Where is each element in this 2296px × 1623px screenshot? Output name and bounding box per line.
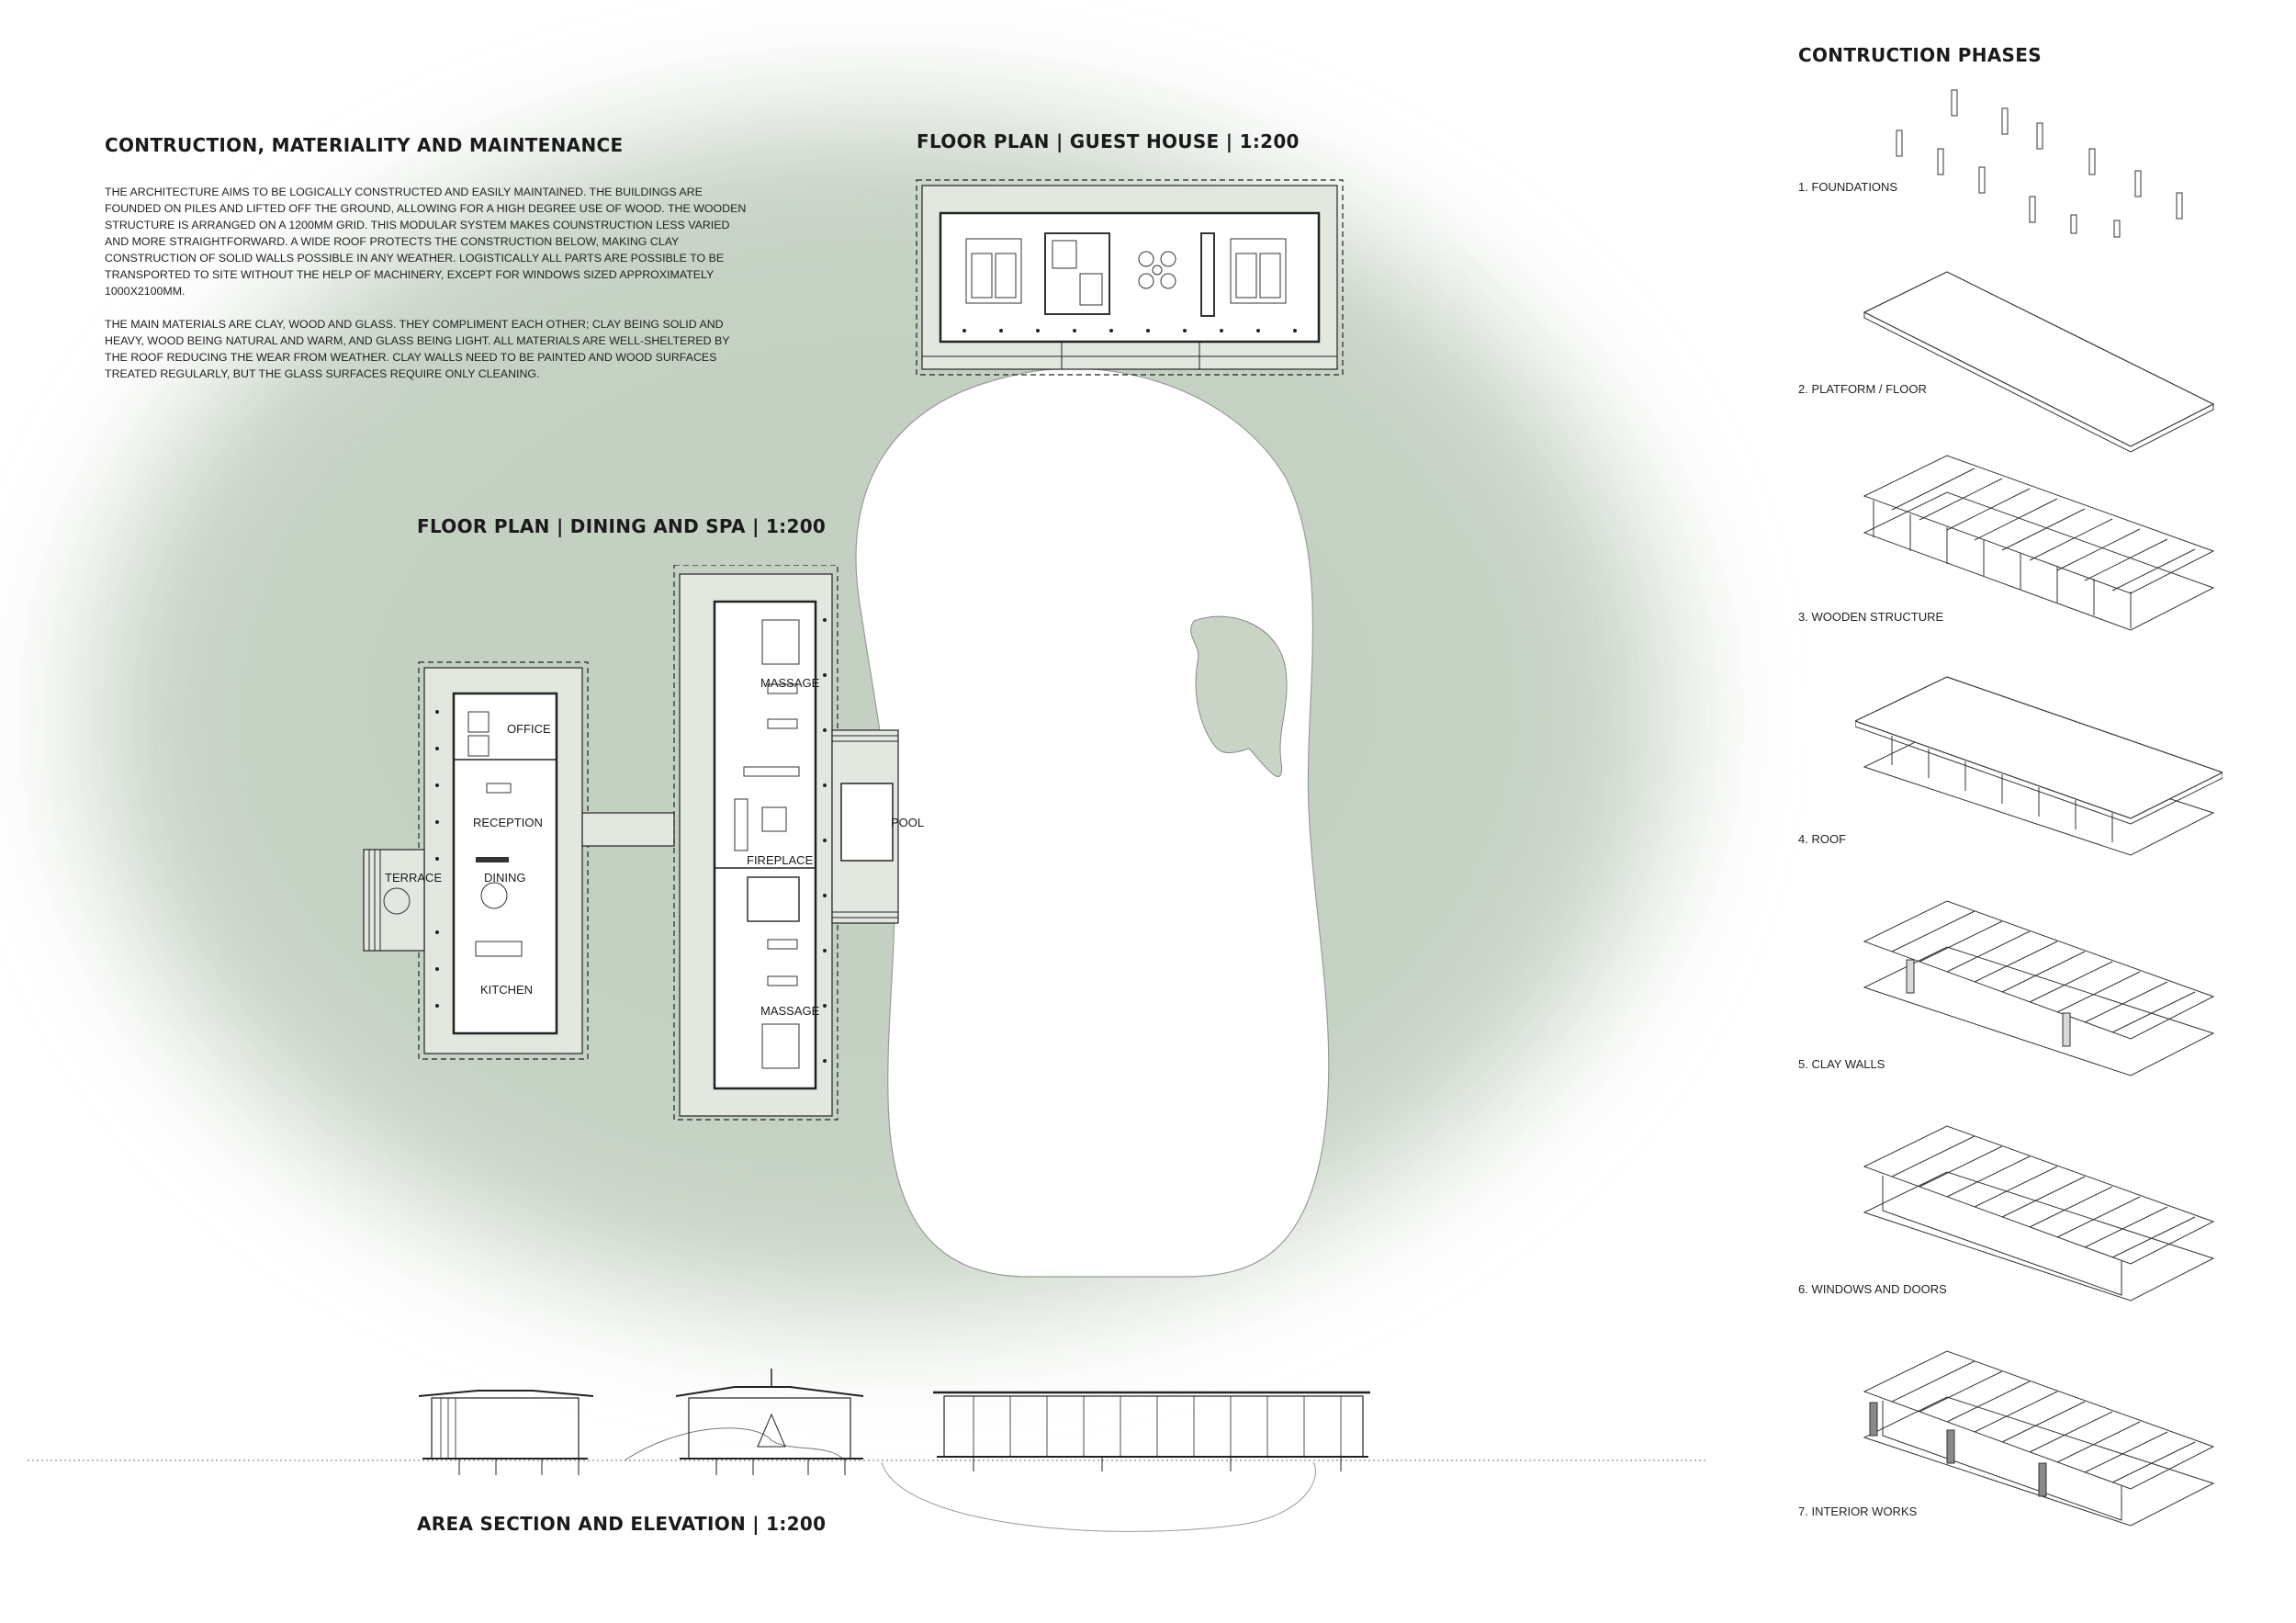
phase-label-2: 2. PLATFORM / FLOOR [1798, 382, 1927, 396]
room-label-fireplace: FIREPLACE [747, 853, 814, 867]
room-label-dining: DINING [484, 871, 526, 885]
room-label-kitchen: KITCHEN [480, 983, 534, 997]
text-heading: CONTRUCTION, MATERIALITY AND MAINTENANCE [105, 134, 624, 156]
paragraph-2: THE MAIN MATERIALS ARE CLAY, WOOD AND GLASS. THEY COMPLIMENT EACH OTHER; CLAY BEING SOLID AND HEAVY, WOOD BEING NATURAL AND WARM, AND GLASS BEING LIGHT. ALL MATERIALS ARE WELL-SHELTERED BY THE ROOF REDUCING THE WEAR FROM WEATHER. CLAY WALLS NEED TO BE PAINTED AND WOOD SURFACES TREATED REGULARLY, BUT THE GLASS SURFACES REQUIRE ONLY CLEANING. [105, 318, 730, 380]
pool [841, 783, 893, 861]
phase-1-foundations-drawing [1874, 83, 2213, 239]
phase-label-6: 6. WINDOWS AND DOORS [1798, 1282, 1947, 1296]
section-title: AREA SECTION AND ELEVATION | 1:200 [417, 1513, 827, 1535]
phase-label-3: 3. WOODEN STRUCTURE [1798, 610, 1944, 624]
paragraph-1: THE ARCHITECTURE AIMS TO BE LOGICALLY CONSTRUCTED AND EASILY MAINTAINED. THE BUILDINGS ARE FOUNDED ON PILES AND LIFTED OFF THE GROUND, ALLOWING FOR A HIGH DEGREE USE OF WOOD. THE WOODEN STRUCTURE IS ARRANGED ON A 1200MM GRID. THIS MODULAR SYSTEM MAKES COUNSTRUCTION LESS VARIED AND MORE STRAIGHTFORWARD. A WIDE ROOF PROTECTS THE CONSTRUCTION BELOW, MAKING CLAY CONSTRUCTION OF SOLID WALLS POSSIBLE IN ANY WEATHER. LOGISTICALLY ALL PARTS ARE POSSIBLE TO BE TRANSPORTED TO SITE WITHOUT THE HELP OF MACHINERY, EXCEPT FOR WINDOWS SIZED APPROXIMATELY 1000X2100MM. [105, 186, 747, 298]
guest-house-title: FLOOR PLAN | GUEST HOUSE | 1:200 [917, 130, 1300, 152]
room-label-reception: RECEPTION [473, 816, 543, 829]
section-elevation [404, 1359, 1396, 1488]
body-text [105, 184, 748, 399]
guest-house-plan [909, 175, 1350, 386]
phase-label-5: 5. CLAY WALLS [1798, 1057, 1885, 1071]
room-label-massage-bottom: MASSAGE [760, 1004, 820, 1018]
dining-spa-plan [331, 565, 955, 1134]
room-label-terrace: TERRACE [385, 871, 443, 885]
dining-section [419, 1391, 593, 1475]
dining-spa-title: FLOOR PLAN | DINING AND SPA | 1:200 [417, 515, 827, 537]
phase-4-roof-drawing [1855, 675, 2223, 868]
room-label-massage-top: MASSAGE [760, 676, 820, 690]
guest-house-elevation [933, 1392, 1370, 1471]
phase-5-clay-walls-drawing [1855, 896, 2223, 1088]
spa-section [676, 1369, 863, 1475]
room-label-office: OFFICE [507, 722, 551, 736]
phase-2-platform-drawing [1855, 266, 2223, 459]
phase-label-7: 7. INTERIOR WORKS [1798, 1505, 1918, 1518]
walkway [582, 813, 674, 846]
guest-interior [940, 213, 1319, 342]
phase-label-4: 4. ROOF [1798, 832, 1847, 846]
room-label-pool: POOL [891, 816, 925, 829]
phase-label-1: 1. FOUNDATIONS [1798, 180, 1898, 194]
terrace [364, 850, 424, 951]
terrain-hill [625, 1428, 845, 1460]
phases-title: CONTRUCTION PHASES [1798, 44, 2042, 66]
